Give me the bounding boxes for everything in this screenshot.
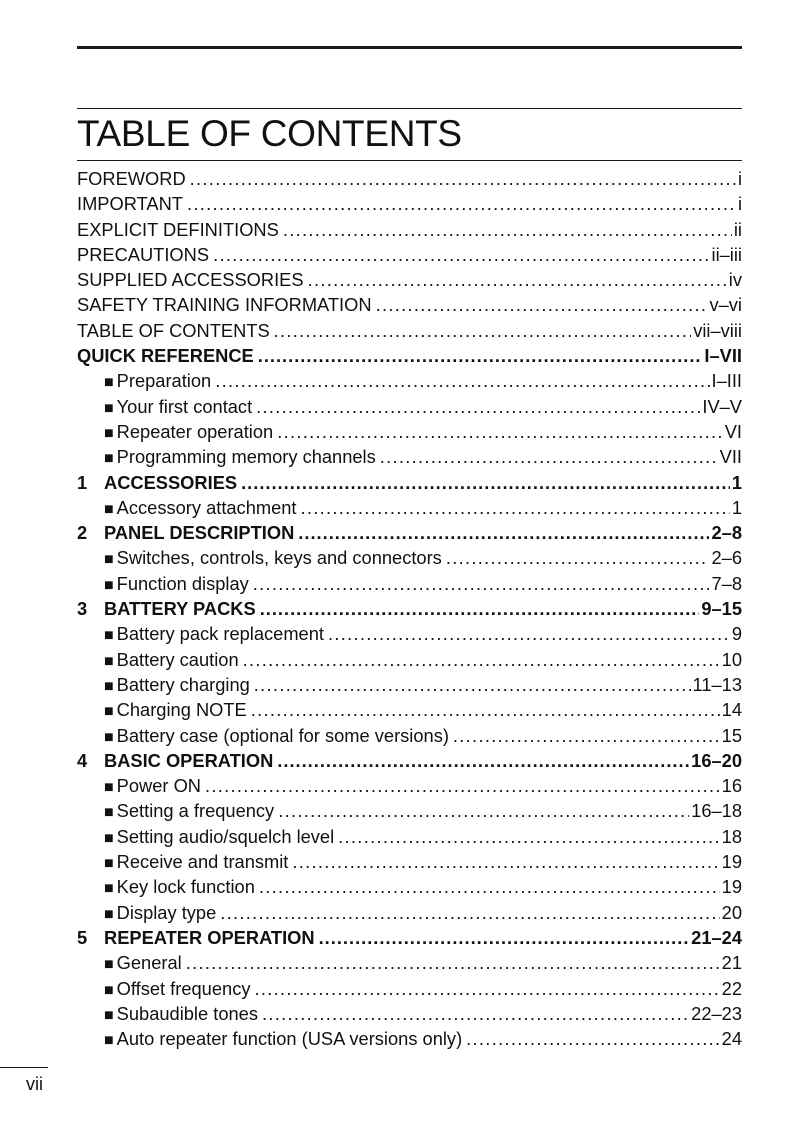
toc-page-ref: 16–20 xyxy=(691,749,742,771)
toc-label: IMPORTANT xyxy=(77,193,183,215)
toc-label: Power ON xyxy=(116,775,201,797)
toc-label: Setting a frequency xyxy=(116,800,275,822)
square-bullet-icon: ■ xyxy=(104,1006,114,1024)
square-bullet-icon: ■ xyxy=(104,576,114,594)
toc-subentry[interactable] xyxy=(77,672,742,697)
toc-label: SUPPLIED ACCESSORIES xyxy=(77,269,304,291)
toc-label: Setting audio/squelch level xyxy=(116,825,335,847)
square-bullet-icon: ■ xyxy=(104,627,114,645)
square-bullet-icon: ■ xyxy=(104,500,114,518)
toc-page-ref: 19 xyxy=(721,876,742,898)
toc-page-ref: 16 xyxy=(721,775,742,797)
footer-rule xyxy=(0,1067,48,1068)
dot-leader xyxy=(453,723,720,748)
dot-leader xyxy=(376,292,708,317)
square-bullet-icon: ■ xyxy=(104,880,114,898)
toc-subentry[interactable] xyxy=(77,849,742,874)
toc-entry[interactable] xyxy=(77,217,742,242)
toc-subentry[interactable] xyxy=(77,950,742,975)
square-bullet-icon: ■ xyxy=(104,855,114,873)
toc-label: Battery pack replacement xyxy=(116,623,324,645)
page-number: vii xyxy=(26,1074,43,1094)
toc-entry[interactable] xyxy=(77,242,742,267)
toc-label: Accessory attachment xyxy=(116,496,297,518)
toc-label: SAFETY TRAINING INFORMATION xyxy=(77,294,372,316)
dot-leader xyxy=(328,621,730,646)
top-rule xyxy=(77,46,742,49)
toc-page-ref: ii xyxy=(733,218,742,240)
toc-page-ref: 18 xyxy=(721,825,742,847)
dot-leader xyxy=(190,166,736,191)
toc-chapter-number: 3 xyxy=(77,598,88,620)
toc-page-ref: I–VII xyxy=(704,345,742,367)
dot-leader xyxy=(319,925,690,950)
toc-page-ref: 14 xyxy=(721,699,742,721)
dot-leader xyxy=(258,343,703,368)
dot-leader xyxy=(254,672,691,697)
toc-label: TABLE OF CONTENTS xyxy=(77,319,270,341)
dot-leader xyxy=(262,1001,689,1026)
toc-entry[interactable] xyxy=(77,318,742,343)
square-bullet-icon: ■ xyxy=(104,374,114,392)
toc-label: Function display xyxy=(116,572,249,594)
dot-leader xyxy=(254,976,719,1001)
toc-subentry[interactable] xyxy=(77,798,742,823)
toc-subentry[interactable] xyxy=(77,394,742,419)
toc-subentry[interactable] xyxy=(77,495,742,520)
toc-label: QUICK REFERENCE xyxy=(77,345,254,367)
title-rule xyxy=(77,108,742,109)
toc-label: Preparation xyxy=(116,370,212,392)
dot-leader xyxy=(241,470,730,495)
toc-page-ref: 20 xyxy=(721,901,742,923)
toc-label: EXPLICIT DEFINITIONS xyxy=(77,218,279,240)
toc-entry[interactable] xyxy=(77,520,742,545)
square-bullet-icon: ■ xyxy=(104,703,114,721)
toc-subentry[interactable] xyxy=(77,419,742,444)
dot-leader xyxy=(251,697,720,722)
toc-label: BATTERY PACKS xyxy=(104,598,256,620)
square-bullet-icon: ■ xyxy=(104,728,114,746)
toc-entry[interactable] xyxy=(77,470,742,495)
toc-subentry[interactable] xyxy=(77,571,742,596)
toc-entry[interactable] xyxy=(77,191,742,216)
toc-page-ref: vii–viii xyxy=(693,319,742,341)
toc-entry[interactable] xyxy=(77,596,742,621)
toc-label: Switches, controls, keys and connectors xyxy=(116,547,442,569)
dot-leader xyxy=(213,242,709,267)
dot-leader xyxy=(446,545,710,570)
toc-entry[interactable] xyxy=(77,292,742,317)
dot-leader xyxy=(466,1026,719,1051)
toc-subentry[interactable] xyxy=(77,444,742,469)
toc-page-ref: 1 xyxy=(731,496,742,518)
toc-subentry[interactable] xyxy=(77,621,742,646)
toc-chapter-number: 5 xyxy=(77,926,88,948)
toc-label: Battery case (optional for some versions) xyxy=(116,724,449,746)
square-bullet-icon: ■ xyxy=(104,956,114,974)
toc-label: Display type xyxy=(116,901,217,923)
toc-subentry[interactable] xyxy=(77,723,742,748)
dot-leader xyxy=(283,217,732,242)
dot-leader xyxy=(338,824,719,849)
toc-page-ref: 21–24 xyxy=(691,926,742,948)
toc-label: Your first contact xyxy=(116,395,253,417)
toc-page-ref: 2–6 xyxy=(711,547,742,569)
toc-entry[interactable] xyxy=(77,166,742,191)
toc-label: FOREWORD xyxy=(77,168,186,189)
toc-page-ref: 21 xyxy=(721,952,742,974)
dot-leader xyxy=(256,394,700,419)
dot-leader xyxy=(215,368,709,393)
toc-subentry[interactable] xyxy=(77,900,742,925)
toc-label: Charging NOTE xyxy=(116,699,247,721)
toc-page-ref: 2–8 xyxy=(711,522,742,544)
toc-page-ref: 24 xyxy=(721,1028,742,1050)
toc-page-ref: ii–iii xyxy=(711,243,742,265)
toc-entry[interactable] xyxy=(77,267,742,292)
dot-leader xyxy=(260,596,700,621)
toc-label: Repeater operation xyxy=(116,420,274,442)
toc-label: Receive and transmit xyxy=(116,851,289,873)
toc-page-ref: iv xyxy=(728,269,742,291)
toc-chapter-number: 4 xyxy=(77,749,88,771)
toc-label: ACCESSORIES xyxy=(104,471,238,493)
toc-subentry[interactable] xyxy=(77,976,742,1001)
toc-page-ref: 11–13 xyxy=(692,673,742,695)
toc-page-ref: 15 xyxy=(721,724,742,746)
dot-leader xyxy=(220,900,719,925)
toc-label: BASIC OPERATION xyxy=(104,749,274,771)
toc-page-ref: 9 xyxy=(731,623,742,645)
toc-label: Subaudible tones xyxy=(116,1002,258,1024)
square-bullet-icon: ■ xyxy=(104,450,114,468)
toc-page-ref: 9–15 xyxy=(701,598,742,620)
toc-label: PANEL DESCRIPTION xyxy=(104,522,295,544)
toc-label: Programming memory channels xyxy=(116,446,376,468)
toc-page-ref: 16–18 xyxy=(691,800,742,822)
dot-leader xyxy=(277,748,689,773)
toc-page-ref: I–III xyxy=(711,370,742,392)
dot-leader xyxy=(298,520,709,545)
toc-page-ref: IV–V xyxy=(702,395,742,417)
toc-subentry[interactable] xyxy=(77,368,742,393)
toc-label: Key lock function xyxy=(116,876,255,898)
square-bullet-icon: ■ xyxy=(104,677,114,695)
toc-label: PRECAUTIONS xyxy=(77,243,210,265)
dot-leader xyxy=(259,874,720,899)
toc-page-ref: 10 xyxy=(721,648,742,670)
dot-leader xyxy=(380,444,718,469)
square-bullet-icon: ■ xyxy=(104,829,114,847)
toc-subentry[interactable] xyxy=(77,647,742,672)
toc-page-ref: VII xyxy=(719,446,742,468)
toc-subentry[interactable] xyxy=(77,1026,742,1051)
toc-label: Auto repeater function (USA versions only) xyxy=(116,1028,463,1050)
square-bullet-icon: ■ xyxy=(104,652,114,670)
toc-label: General xyxy=(116,952,182,974)
dot-leader xyxy=(243,647,720,672)
square-bullet-icon: ■ xyxy=(104,779,114,797)
toc-entry[interactable] xyxy=(77,343,742,368)
dot-leader xyxy=(301,495,730,520)
toc-page-ref: i xyxy=(737,193,742,215)
dot-leader xyxy=(308,267,727,292)
dot-leader xyxy=(277,419,723,444)
toc-subentry[interactable] xyxy=(77,874,742,899)
dot-leader xyxy=(205,773,720,798)
square-bullet-icon: ■ xyxy=(104,399,114,417)
toc-label: Battery charging xyxy=(116,673,250,695)
toc-subentry[interactable] xyxy=(77,773,742,798)
toc-list xyxy=(77,166,742,1051)
toc-page-ref: 19 xyxy=(721,851,742,873)
toc-page-ref: VI xyxy=(724,420,742,442)
square-bullet-icon: ■ xyxy=(104,804,114,822)
toc-label: REPEATER OPERATION xyxy=(104,926,315,948)
toc-subentry[interactable] xyxy=(77,697,742,722)
toc-entry[interactable] xyxy=(77,748,742,773)
toc-chapter-number: 1 xyxy=(77,471,88,493)
square-bullet-icon: ■ xyxy=(104,905,114,923)
page-title: TABLE OF CONTENTS xyxy=(77,113,462,154)
toc-page-ref: 22–23 xyxy=(691,1002,742,1024)
dot-leader xyxy=(186,950,720,975)
toc-subentry[interactable] xyxy=(77,545,742,570)
dot-leader xyxy=(253,571,710,596)
toc-chapter-number: 2 xyxy=(77,522,88,544)
toc-page-ref: i xyxy=(737,168,742,189)
title-underline xyxy=(77,160,742,161)
toc-page-ref: 1 xyxy=(731,471,742,493)
dot-leader xyxy=(292,849,719,874)
dot-leader xyxy=(187,191,736,216)
toc-page-ref: 7–8 xyxy=(711,572,742,594)
toc-entry[interactable] xyxy=(77,925,742,950)
square-bullet-icon: ■ xyxy=(104,981,114,999)
dot-leader xyxy=(278,798,689,823)
toc-page-ref: v–vi xyxy=(709,294,742,316)
dot-leader xyxy=(274,318,692,343)
square-bullet-icon: ■ xyxy=(104,551,114,569)
square-bullet-icon: ■ xyxy=(104,1032,114,1050)
toc-subentry[interactable] xyxy=(77,1001,742,1026)
toc-label: Battery caution xyxy=(116,648,239,670)
square-bullet-icon: ■ xyxy=(104,424,114,442)
toc-subentry[interactable] xyxy=(77,824,742,849)
toc-page-ref: 22 xyxy=(721,977,742,999)
toc-label: Offset frequency xyxy=(116,977,251,999)
